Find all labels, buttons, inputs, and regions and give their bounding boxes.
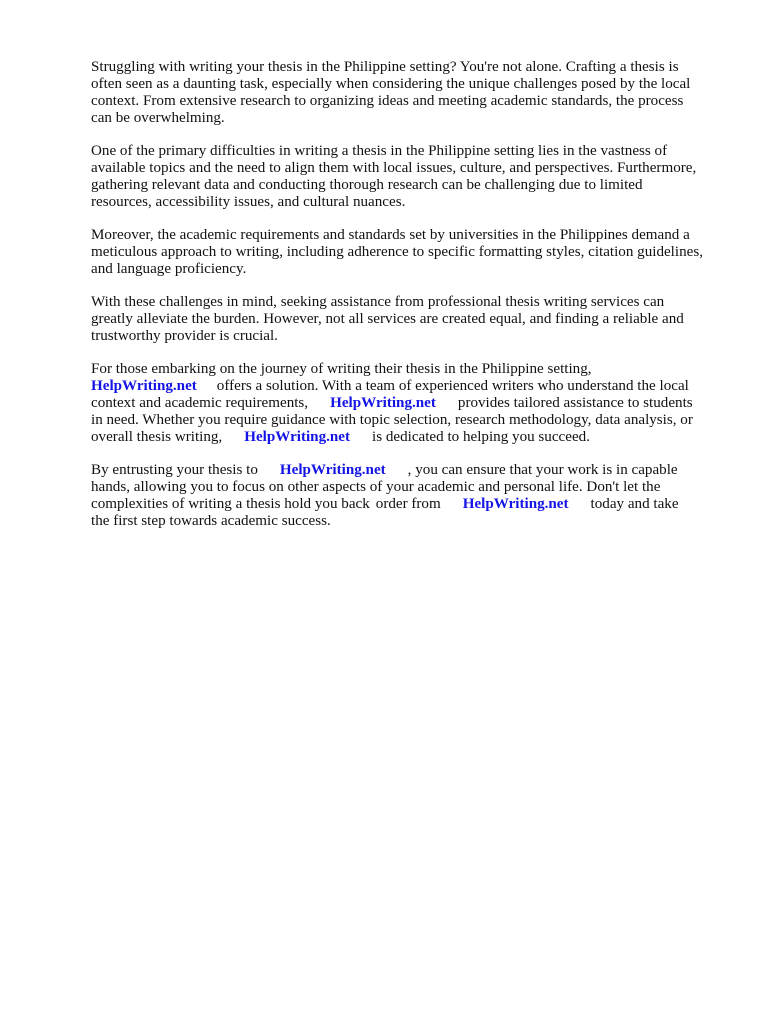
- paragraph-intro: [91, 59, 723, 127]
- text-line: [91, 462, 723, 479]
- text-fragment: complexities of writing a thesis hold you back: [91, 496, 370, 512]
- text-line: [91, 496, 723, 513]
- text-line: hands, allowing you to focus on other aspects of your academic and personal life. Don't let the: [91, 479, 661, 495]
- helpwriting-link[interactable]: HelpWriting.net: [279, 462, 386, 478]
- text-fragment: overall thesis writing,: [91, 429, 223, 445]
- text-fragment: offers a solution. With a team of experienced writers who understand the local: [216, 378, 689, 394]
- text-line: trustworthy provider is crucial.: [91, 328, 278, 344]
- text-line: meticulous approach to writing, including adherence to specific formatting styles, citation guidelines,: [91, 244, 703, 260]
- text-line: With these challenges in mind, seeking assistance from professional thesis writing services can: [91, 294, 665, 310]
- text-line: One of the primary difficulties in writing a thesis in the Philippine setting lies in the vastness of: [91, 143, 668, 159]
- text-line: Moreover, the academic requirements and standards set by universities in the Philippines demand a: [91, 227, 690, 243]
- text-line: resources, accessibility issues, and cultural nuances.: [91, 194, 406, 210]
- text-line: can be overwhelming.: [91, 110, 225, 126]
- paragraph-assistance: [91, 294, 723, 345]
- text-line: context. From extensive research to organizing ideas and meeting academic standards, the process: [91, 93, 684, 109]
- text-fragment: order from: [375, 496, 441, 512]
- text-line: gathering relevant data and conducting thorough research can be challenging due to limited: [91, 177, 643, 193]
- helpwriting-link[interactable]: HelpWriting.net: [462, 496, 569, 512]
- text-line: and language proficiency.: [91, 261, 247, 277]
- text-line: [91, 378, 723, 395]
- text-fragment: is dedicated to helping you succeed.: [372, 429, 590, 445]
- text-fragment: context and academic requirements,: [91, 395, 309, 411]
- text-fragment: provides tailored assistance to students: [457, 395, 693, 411]
- text-line: available topics and the need to align them with local issues, culture, and perspectives. Furthermore,: [91, 160, 697, 176]
- paragraph-solution: [91, 361, 723, 446]
- paragraph-difficulties: [91, 143, 723, 211]
- helpwriting-link[interactable]: HelpWriting.net: [244, 429, 351, 445]
- text-line: greatly alleviate the burden. However, not all services are created equal, and finding a reliable and: [91, 311, 684, 327]
- text-line: [91, 429, 723, 446]
- helpwriting-link[interactable]: HelpWriting.net: [330, 395, 436, 411]
- text-line: in need. Whether you require guidance with topic selection, research methodology, data analysis, or: [91, 412, 693, 428]
- text-line: [91, 395, 723, 412]
- paragraph-call-to-action: [91, 462, 723, 530]
- text-fragment: By entrusting your thesis to: [91, 462, 258, 478]
- text-fragment: today and take: [590, 496, 679, 512]
- text-fragment: , you can ensure that your work is in capable: [407, 462, 678, 478]
- text-line: often seen as a daunting task, especially when considering the unique challenges posed by the local: [91, 76, 691, 92]
- document-page: [91, 59, 723, 546]
- text-line: the first step towards academic success.: [91, 513, 331, 529]
- paragraph-requirements: [91, 227, 723, 278]
- helpwriting-link[interactable]: HelpWriting.net: [91, 378, 197, 394]
- text-line: For those embarking on the journey of writing their thesis in the Philippine setting,: [91, 361, 592, 377]
- text-line: Struggling with writing your thesis in the Philippine setting? You're not alone. Crafting a thesis is: [91, 59, 679, 75]
